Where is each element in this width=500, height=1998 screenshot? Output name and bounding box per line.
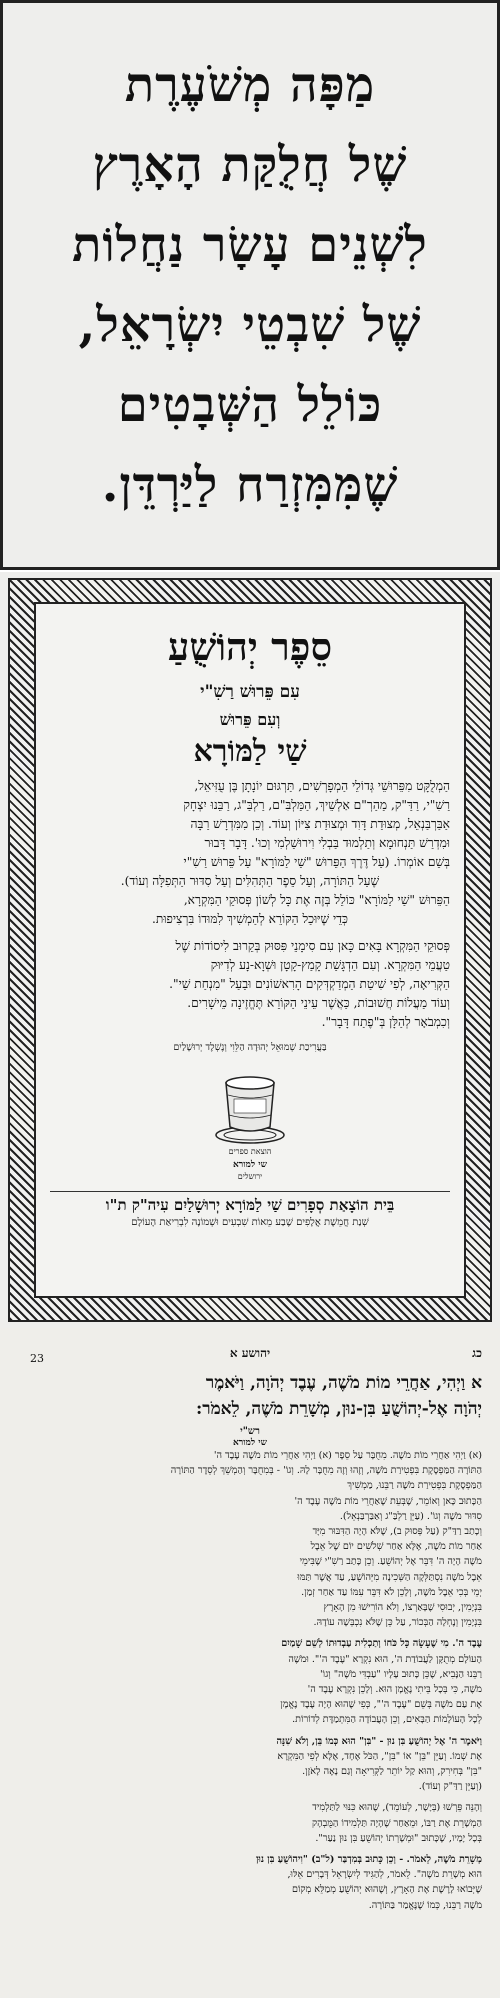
commentary-line: וְהָנֵּה פֵּרְשׁוּ (בְּיָשָׁר, לְעוֹמֵד), שֶׁהוּא כִּנּוּי לַתַּלְמִיד (312, 1802, 482, 1814)
title-page-content (34, 602, 466, 1298)
title-line-4: שֶׁל שִׁבְטֵי יִשְׂרָאֵל, (78, 297, 422, 353)
verse-line: יְהֹוָה אֶל-יְהוֹשֻׁעַ בִּן-נוּן, מְשָׁרֵת מֹשֶׁה, לֵאמֹר: (195, 1399, 482, 1419)
subtitle-with-commentary: וְעִם פֵּרוּשׁ (219, 710, 281, 729)
desc-line: וְכִמְבֹאָר לְהַלָּן בְּ"פֶתַח דָּבָר". (321, 1015, 450, 1029)
commentary-block-2 (18, 1636, 482, 1727)
commentary-page (0, 1328, 500, 1998)
commentary-line: מְשָׁרֵת מֹשֶׁה, לֵאמֹר. - וְכֵן כָּתוּב בְּמִדְבַּר (ל"ב) "וִיהוֹשֻׁעַ בִּן נוּן (255, 1854, 482, 1866)
commentary-line: (א) וַיְהִי אַחֲרֵי מוֹת מֹשֶׁה. מִחֻבָּר עַל סֵפֶר (א) וַיְהִי אַחֲרֵי מוֹת מֹשֶׁה עֶבֶד ה' (213, 1450, 482, 1461)
desc-line: כְּדֵי שֶׁיּוּכַל הַקּוֹרֵא לְהַמְשִׁיךְ לִמּוּדוֹ בִּרְצִיפוּת. (152, 912, 348, 926)
title-line-6: שֶׁמִּמִּזְרַח לַיַּרְדֵּן. (101, 457, 399, 513)
commentary-line: וְכָתַב רַדַּ"ק (עַל פְּסוּק ב), שֶׁלֹּא הָיָה הַדִּבּוּר מִיָּד (312, 1526, 482, 1538)
verse-line: א וַיְהִי, אַחֲרֵי מוֹת מֹשֶׁה, עֶבֶד יְהֹוָה, וַיֹּאמֶר (205, 1373, 482, 1393)
publisher-line: בֵּית הוֹצָאַת סְפָרִים שַׁי לַמּוֹרָא יְרוּשָׁלַיִם עִיה"ק ת"ו (105, 1196, 395, 1214)
desc-line: טַעֲמֵי הַמִּקְרָא. וְעִם הַדְגָּשַׁת קָמַץ-קָטָן וּשְׁוָא-נָע לְדִיּוּק (210, 958, 450, 972)
desc-line: הַפֵּרוּשׁ "שַׁי לַמּוֹרָא" כּוֹלֵל בְּזֶה אֶת כָּל לְשׁוֹן פְּסוּקֵי הַמִּקְרָא, (183, 893, 450, 907)
commentary-line: בִּנְיָמִין וְנֶחְלָה הַבְּכוֹר, עַל כֵּן שֶׁלֹּא נִכְבְּשָׁה עוֹדָהּ. (313, 1617, 482, 1629)
title-line-2: שֶׁל חֲלֻקַּת הָאָרֶץ (92, 137, 408, 193)
commentary-block-1 (18, 1448, 482, 1630)
commentary-line: בְּכָל יָמָיו, שֶׁכָּתוּב "וּמְשָׁרְתוֹ יְהוֹשֻׁעַ בִּן נוּן נַעַר". (315, 1832, 482, 1844)
commentary-line: אֶת עַם מֹשֶׁה בְּשֵׁם "עֶבֶד ה'", כְּפִי שֶׁהוּא הָיָה עֶבֶד נֶאֱמָן (280, 1699, 482, 1711)
commentary-line: שֶׁיְּבוֹאוּ לָרֶשֶׁת אֶת הָאָרֶץ, וְשֶׁהוּא יְהוֹשֻׁעַ מְמַלֵּא מְקוֹם (291, 1884, 482, 1896)
desc-line: פְּסוּקֵי הַמִּקְרָא בָּאִים כָּאן עִם סִימָנֵי פִּסּוּק בְּקֵרוּב לִיסוֹדוֹת שֶׁל (175, 939, 450, 953)
commentary-block-5 (18, 1852, 482, 1913)
book-title: סֵפֶר יְהוֹשֻׁעַ (167, 624, 333, 669)
commentary-line: מֹשֶׁה, כִּי בְּכָל בֵּיתִי נֶאֱמָן הוּא. וְלָכֵן נִקְרָא עֶבֶד ה' (307, 1684, 482, 1696)
description-paragraph-1 (50, 777, 450, 929)
year-line: שְׁנַת חֲמֵשֶׁת אֲלָפִים שֶׁבַע מֵאוֹת שִׁבְעִים וּשְׁמוֹנָה לִבְרִיאַת הָעוֹלָם (131, 1217, 369, 1228)
logo-city-text: ירושלים (237, 1172, 263, 1181)
commentary-line: הוּא מְשָׁרֵת מֹשֶׁה". לֵאמֹר, לְהַגִּיד לְיִשְׂרָאֵל דְּבָרִים אֵלּוּ, (287, 1869, 482, 1881)
verse-text (18, 1370, 482, 1422)
commentary-line: מֹשֶׁה הָיָה ה' דִּבֵּר אֶל יְהוֹשֻׁעַ. וְכֵן כָּתַב רַשִׁ"י שֶׁבִּימֵי (299, 1556, 482, 1568)
commentary-line: מֹשֶׁה רַבֵּנוּ, כְּמוֹ שֶׁנֶּאֱמַר בַּתּוֹרָה. (368, 1899, 482, 1911)
commentary-line: בִּנְיָמִין, יְבוּסִי שֶׁבָּאַרְצוֹ, וְלֹא הוֹרִישׁוּ מִן הָאָרֶץ (323, 1602, 482, 1614)
editor-credit: בַּעֲרִיכַת שְׁמוּאֵל יְהוּדָה הַלֵּוִי וְנֶשְׁלֶד יְרוּשָׁלַיִם (173, 1042, 327, 1053)
desc-line: שֶׁעַל הַתּוֹרָה, וְעַל סֵפֶר הַתְּהִלִּים וְעַל סִדּוּר הַתְּפִלָּה וְעוֹד). (120, 874, 380, 888)
commentary-line: אֶת שְׁמוֹ. וְעַיֵּן "בֵּן" אוֹ "בִּן", הַכֹּל אֶחָד, אֶלָּא לְפִי הַמִּקְרָא (277, 1750, 482, 1762)
commentary-name: שַׁי לַמּוֹרָא (193, 734, 307, 769)
cup-emblem-icon (212, 1065, 288, 1145)
commentary-line: הַכָּתוּב כָּאן וְאוֹמֵר, שֶׁבְּעֵת שֶׁאַחֲרֵי מוֹת מֹשֶׁה עֶבֶד ה' (294, 1495, 482, 1507)
commentary-line: הַמְשָׁרֵת אֶת רַבּוֹ, וּמֵאַחַר שֶׁהָיָה תַּלְמִידוֹ הַמֻּבְהָק (311, 1817, 482, 1829)
shai-heading: שי למורא (233, 1438, 267, 1448)
commentary-line: יְמֵי בְּכִי אֵבֶל מֹשֶׁה, וְלָכֵן לֹא דִּבֵּר עִמּוֹ עַד אַחַר זְמַן. (301, 1586, 482, 1598)
commentary-block-3 (18, 1734, 482, 1795)
title-line-1: מַפָּה מְשֹׁעֶרֶת (124, 57, 376, 113)
ornamental-border (8, 578, 492, 1322)
title-map-page (0, 0, 500, 570)
publisher-logo (212, 1065, 288, 1157)
page-number: 23 (30, 1352, 44, 1365)
desc-line: הַקְּרִיאָה, לְפִי שִׁיטַת הַמְדַקְדְּקִים הָרִאשׁוֹנִים וּבַעַל "מִנְחַת שַׁי". (169, 977, 450, 991)
logo-publisher-text: הוצאת ספרים (228, 1147, 272, 1156)
desc-line: וּמִדְרַשׁ תַּנְחוּמָא וְתַלְמוּד בַּבְלִי וִירוּשַׁלְמִי וְכוּ'. דָּבָר דָּבוּר (204, 836, 450, 850)
commentary-line: סִדּוּר מֹשֶׁה וְגוֹ'. (עַיֵּן רַלְבַּ"ג וְאַבַּרְבַּנְאֵל). (339, 1510, 482, 1522)
commentary-line: הַתּוֹרָה הַמַּפְסֶקֶת בִּפְטִירַת מֹשֶׁה, וְזֶהוּ וְזֶה מִחֻבָּר לָהּ. וְגוֹ' - בְּמִחֻבָּר וְהַמְשֵׁךְ לְסֵדֶר הַתּוֹרָה (170, 1465, 482, 1477)
subtitle-rashi: עִם פֵּרוּשׁ רַשִׁ"י (200, 682, 300, 702)
commentary-block-4 (18, 1800, 482, 1846)
commentary-line: "בִּן" בְּחִירִק, וְהוּא קַל יוֹתֵר לַקְּרִיאָה וְגַם נָאֶה לָאֹזֶן. (302, 1766, 482, 1778)
commentary-line: הָעוֹלָם מְתֻקָּן לַעֲבוֹדַת ה', הוּא נִקְרָא "עֶבֶד ה'". וּמֹשֶׁה (288, 1653, 482, 1665)
commentary-line: הַמַּפְסֶקֶת בִּפְטִירַת מֹשֶׁה רַבֵּנוּ, מַמְשִׁיךְ (347, 1480, 482, 1492)
rashi-heading: רש"י (240, 1426, 260, 1437)
desc-line: וְעוֹד מַעֲלוֹת חֲשׁוּבוֹת, כַּאֲשֶׁר עֵינֵי הַקּוֹרֵא תֶּחֱזֶינָה מֵישָׁרִים. (187, 996, 450, 1010)
title-line-5: כּוֹלֵל הַשְּׁבָטִים (117, 377, 383, 433)
logo-brand-text: שי למורא (233, 1160, 267, 1170)
book-title-page (0, 572, 500, 1328)
commentary-line: עֶבֶד ה'. מִי שֶׁעָשָׂה כָּל כֹּחוֹ וְתַכְלִית עַבְדוּתוֹ לְשֵׁם שָׁמַיִם (281, 1638, 482, 1650)
description-paragraph-2 (50, 937, 450, 1032)
page-header (18, 1346, 482, 1368)
commentary-line: וַיֹּאמֶר ה' אֶל יְהוֹשֻׁעַ בִּן נוּן - "בִּן" הוּא כְּמוֹ בֵּן, וְלֹא שִׁנָּה (276, 1735, 482, 1747)
desc-line: הַמְלֻקָּט מִפֵּרוּשֵׁי גְּדוֹלֵי הַמְפָרְשִׁים, תַּרְגּוּם יוֹנָתָן בֶּן עֻזִּיאֵל, (194, 779, 450, 793)
hebrew-folio: כג (472, 1346, 482, 1360)
commentary-line: רַבֵּנוּ הַנָּבִיא, שֶׁכֵּן כָּתוּב עָלָיו "עַבְדִּי מֹשֶׁה" וְגוֹ' (320, 1668, 482, 1680)
divider (50, 1191, 450, 1192)
desc-line: בְּשֵׁם אוֹמְרוֹ. (עַל דֶּרֶךְ הַפֵּרוּשׁ "שַׁי לַמּוֹרָא" עַל פֵּרוּשׁ רַשִׁ"י (183, 855, 450, 869)
running-head: יהושע א (229, 1346, 271, 1360)
desc-line: אַבַּרְבַּנְאֵל, מְצוּדַת דָּוִד וּמְצוּדַת צִיּוֹן וְעוֹד. וְכֵן מִמִּדְרָשׁ רַבָּה (190, 817, 450, 831)
desc-line: רַשִׁ"י, רַדַּ"ק, מַהַרְ"ם אַלְשֵׁיךְ, הַמַּלְבִּ"ם, רַלְבַּ"ג, רַבֵּנוּ יִצְחָק (183, 798, 450, 812)
commentary-line: אֵבֶל מֹשֶׁה נִסְתַּלְּקָה הַשְּׁכִינָה מִיְּהוֹשֻׁעַ, עַד אֲשֶׁר תַּמּוּ (297, 1571, 482, 1583)
commentary-line: (וְעַיֵּן רַדַּ"ק וְעוֹד). (418, 1781, 482, 1793)
commentary-line: לְכָל הָעוֹלָמוֹת הַבָּאִים, וְכֵן הָעֲבוֹדָה הַמִּתְמַדֶּת לְדוֹרוֹת. (292, 1714, 482, 1726)
title-line-3: לִשְׁנֵים עָשָׂר נַחֲלוֹת (72, 217, 428, 273)
commentary-line: אַחַר מוֹת מֹשֶׁה, אֶלָּא אַחַר שְׁלֹשִׁים יוֹם שֶׁל אֵבֶל (310, 1541, 482, 1553)
